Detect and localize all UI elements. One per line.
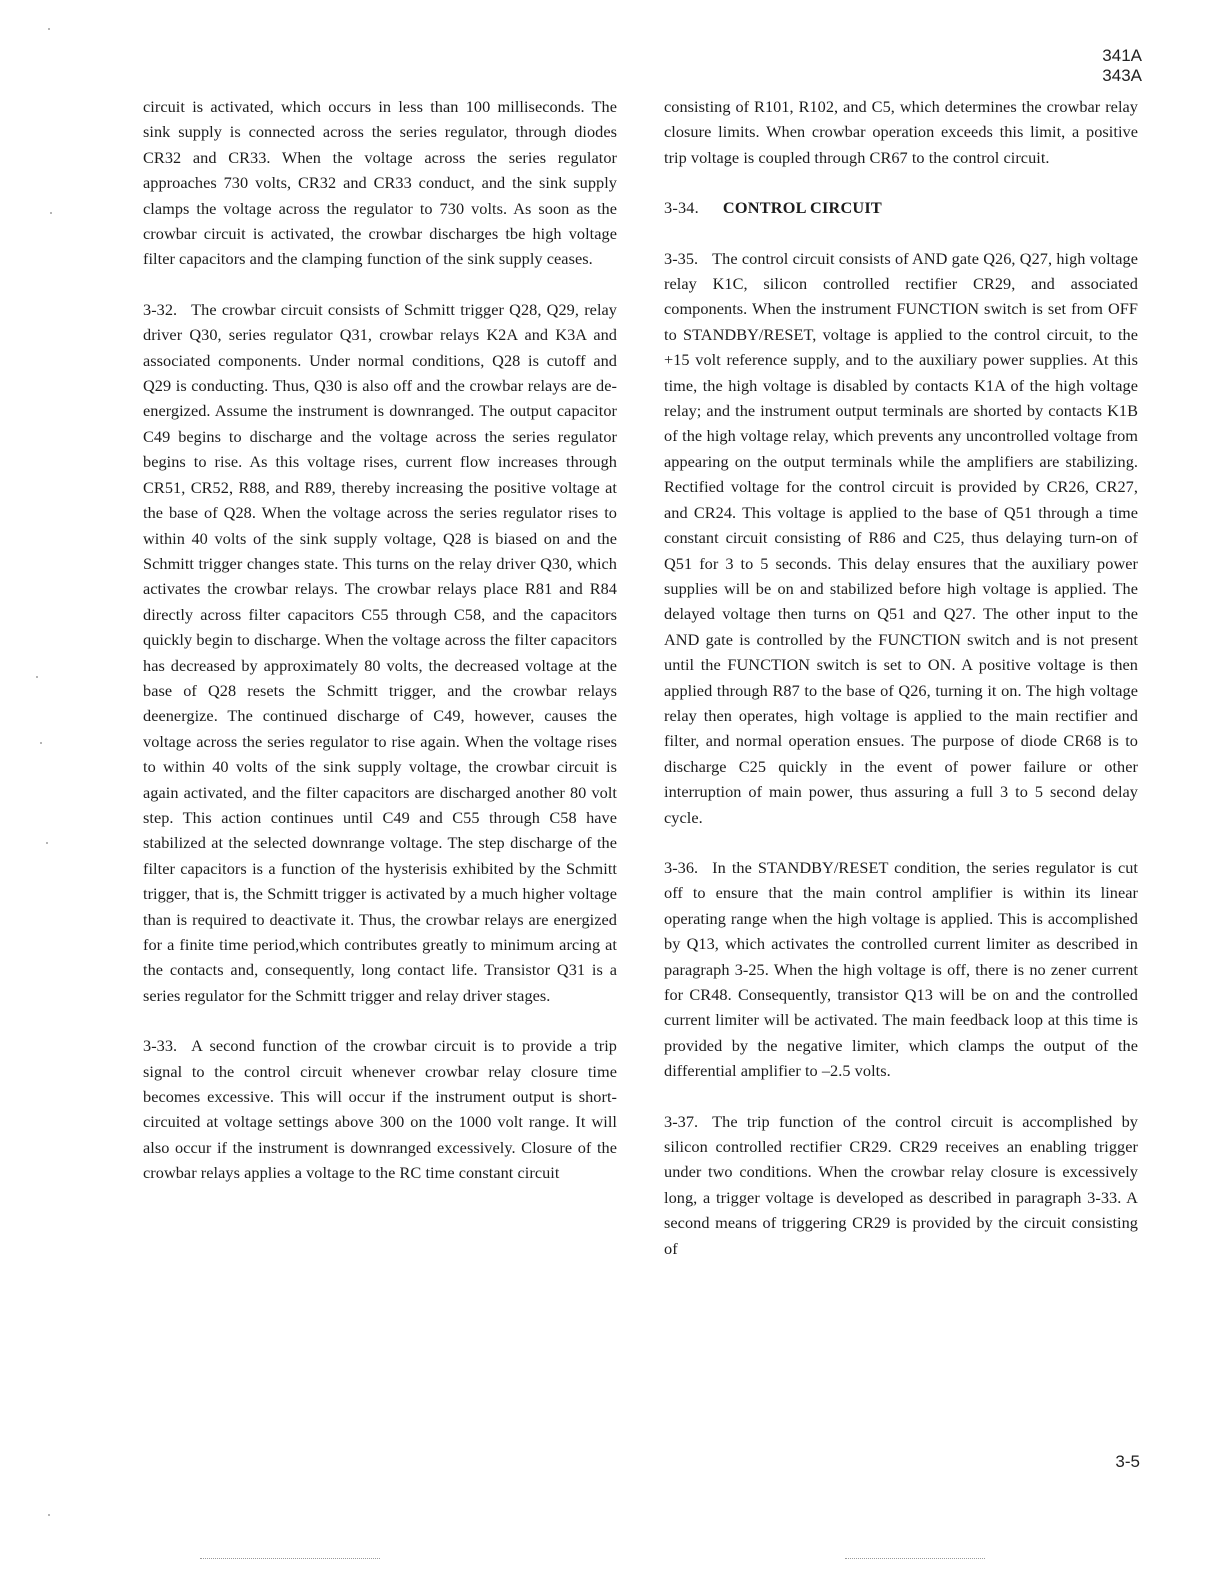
model-number-343a: 343A [1102, 66, 1142, 85]
paragraph-number: 3-32. [143, 299, 178, 319]
scan-speck [46, 842, 48, 844]
paragraph-continued-left: circuit is activated, which occurs in less than 100 milliseconds. The sink supply is connected across the series regulator, through diodes CR32 and CR33. When the voltage across the series regulator approaches 730 volts, CR32 and CR33 conduct, and the sink supply clamps the voltage across the regulator to 730 volts. As soon as the crowbar circuit is activated, the crowbar discharges tbe high voltage filter capacitors and the clamping function of the sink supply ceases. [143, 97, 617, 269]
page-number: 3-5 [1115, 1452, 1140, 1471]
paragraph-3-36 [664, 855, 1138, 1084]
paragraph-continued-right: consisting of R101, R102, and C5, which determines the crowbar relay closure limits. When crowbar operation exceeds this limit, a positive trip voltage is coupled through CR67 to the control circuit. [664, 97, 1138, 167]
section-heading-control-circuit [664, 195, 1138, 220]
scan-speck [50, 212, 52, 214]
paragraph-number: 3-36. [664, 857, 699, 877]
paragraph-3-32 [143, 297, 617, 1008]
paragraph-number: 3-37. [664, 1111, 699, 1131]
paragraph-3-33 [143, 1033, 617, 1185]
heading-number: 3-34. [664, 198, 699, 218]
right-column [664, 94, 1138, 1286]
paragraph-number: 3-33. [143, 1036, 178, 1056]
scan-artifact-line [200, 1558, 380, 1560]
paragraph-text: The trip function of the control circuit is accomplished by silicon controlled rectifier CR29. CR29 receives an enabling trigger under two conditions. When the crowbar relay closure is excessively long, a trigger voltage is developed as described in paragraph 3-33. A second means of triggering CR29 is provided by the circuit consisting of [664, 1111, 1138, 1258]
paragraph-text: The control circuit consists of AND gate Q26, Q27, high voltage relay K1C, silicon controlled rectifier CR29, and associated components. When the instrument FUNCTION switch is set from OFF to STANDBY/RESET, voltage is applied to the control circuit, to the +15 volt reference supply, and to the auxiliary power supplies. At this time, the high voltage is disabled by contacts K1A of the high voltage relay; and the instrument output terminals are shorted by contacts K1B of the high voltage relay, which prevents any uncontrolled voltage from appearing on the output terminals while the amplifiers are stabilizing. Rectified voltage for the control circuit is provided by CR26, CR27, and CR24. This voltage is applied to the base of Q51 through a time constant circuit consisting of R86 and C25, thus delaying turn-on of Q51 for 3 to 5 seconds. This delay ensures that the auxiliary power supplies will be on and stabilized before high voltage is applied. The delayed voltage then turns on Q51 and Q27. The other input to the AND gate is controlled by the FUNCTION switch and is not present until the FUNCTION switch is set to ON. A positive voltage is then applied through R87 to the base of Q26, turning it on. The high voltage relay then operates, high voltage is applied to the main rectifier and filter, and normal operation ensues. The purpose of diode CR68 is to discharge C25 quickly in the event of power failure or other interruption of main power, thus assuring a full 3 to 5 second delay cycle. [664, 248, 1138, 827]
paragraph-3-37 [664, 1109, 1138, 1261]
left-column [143, 94, 617, 1211]
scan-artifact-line [845, 1558, 985, 1560]
paragraph-text: The crowbar circuit consists of Schmitt trigger Q28, Q29, relay driver Q30, series regulator Q31, crowbar relays K2A and K3A and associated components. Under normal conditions, Q28 is cutoff and Q29 is conducting. Thus, Q30 is also off and the crowbar relays are de-energized. Assume the instrument is downranged. The output capacitor C49 begins to discharge and the voltage across the series regulator begins to rise. As this voltage rises, current flow increases through CR51, CR52, R88, and R89, thereby increasing the positive voltage at the base of Q28. When the voltage across the series regulator rises to within 40 volts of the sink supply voltage, Q28 is biased on and the Schmitt trigger changes state. This turns on the relay driver Q30, which activates the crowbar relays. The crowbar relays place R81 and R84 directly across filter capacitors C55 through C58, and the capacitors quickly begin to discharge. When the voltage across the filter capacitors has decreased by approximately 80 volts, the decreased voltage at the base of Q28 resets the Schmitt trigger, and the crowbar relays deenergize. The continued discharge of C49, however, causes the voltage across the series regulator to rise again. When the voltage rises to within 40 volts of the sink supply voltage, the crowbar circuit is again activated, and the filter capacitors are discharged another 80 volt step. This action continues until C49 and C55 through C58 have stabilized at the selected downrange voltage. The step discharge of the filter capacitors is a function of the hysterisis exhibited by the Schmitt trigger, that is, the Schmitt trigger is activated by a much higher voltage than is required to deactivate it. Thus, the crowbar relays are energized for a finite time period,which contributes greatly to minimum arcing at the contacts and, consequently, long contact life. Transistor Q31 is a series regulator for the Schmitt trigger and relay driver stages. [143, 299, 617, 1005]
scan-speck [40, 742, 42, 744]
paragraph-text: A second function of the crowbar circuit is to provide a trip signal to the control circuit whenever crowbar relay closure time becomes excessive. This will occur if the instrument output is short-circuited at voltage settings above 300 on the 1000 volt range. It will also occur if the instrument is downranged excessively. Closure of the crowbar relays applies a voltage to the RC time constant circuit [143, 1036, 617, 1183]
paragraph-text: In the STANDBY/RESET condition, the series regulator is cut off to ensure that the main control amplifier is within its linear operating range when the high voltage is applied. This is accomplished by Q13, which activates the controlled current limiter as described in paragraph 3-25. When the high voltage is off, there is no zener current for CR48. Consequently, transistor Q13 will be on and the controlled current limiter will be activated. The main feedback loop at this time is provided by the negative limiter, which clamps the output of the differential amplifier to –2.5 volts. [664, 857, 1138, 1081]
scan-speck [48, 1514, 50, 1516]
heading-title: CONTROL CIRCUIT [722, 198, 882, 218]
paragraph-number: 3-35. [664, 248, 699, 268]
scan-speck [36, 676, 38, 678]
model-number-341a: 341A [1102, 46, 1142, 65]
scan-speck [48, 28, 50, 30]
paragraph-3-35 [664, 246, 1138, 830]
